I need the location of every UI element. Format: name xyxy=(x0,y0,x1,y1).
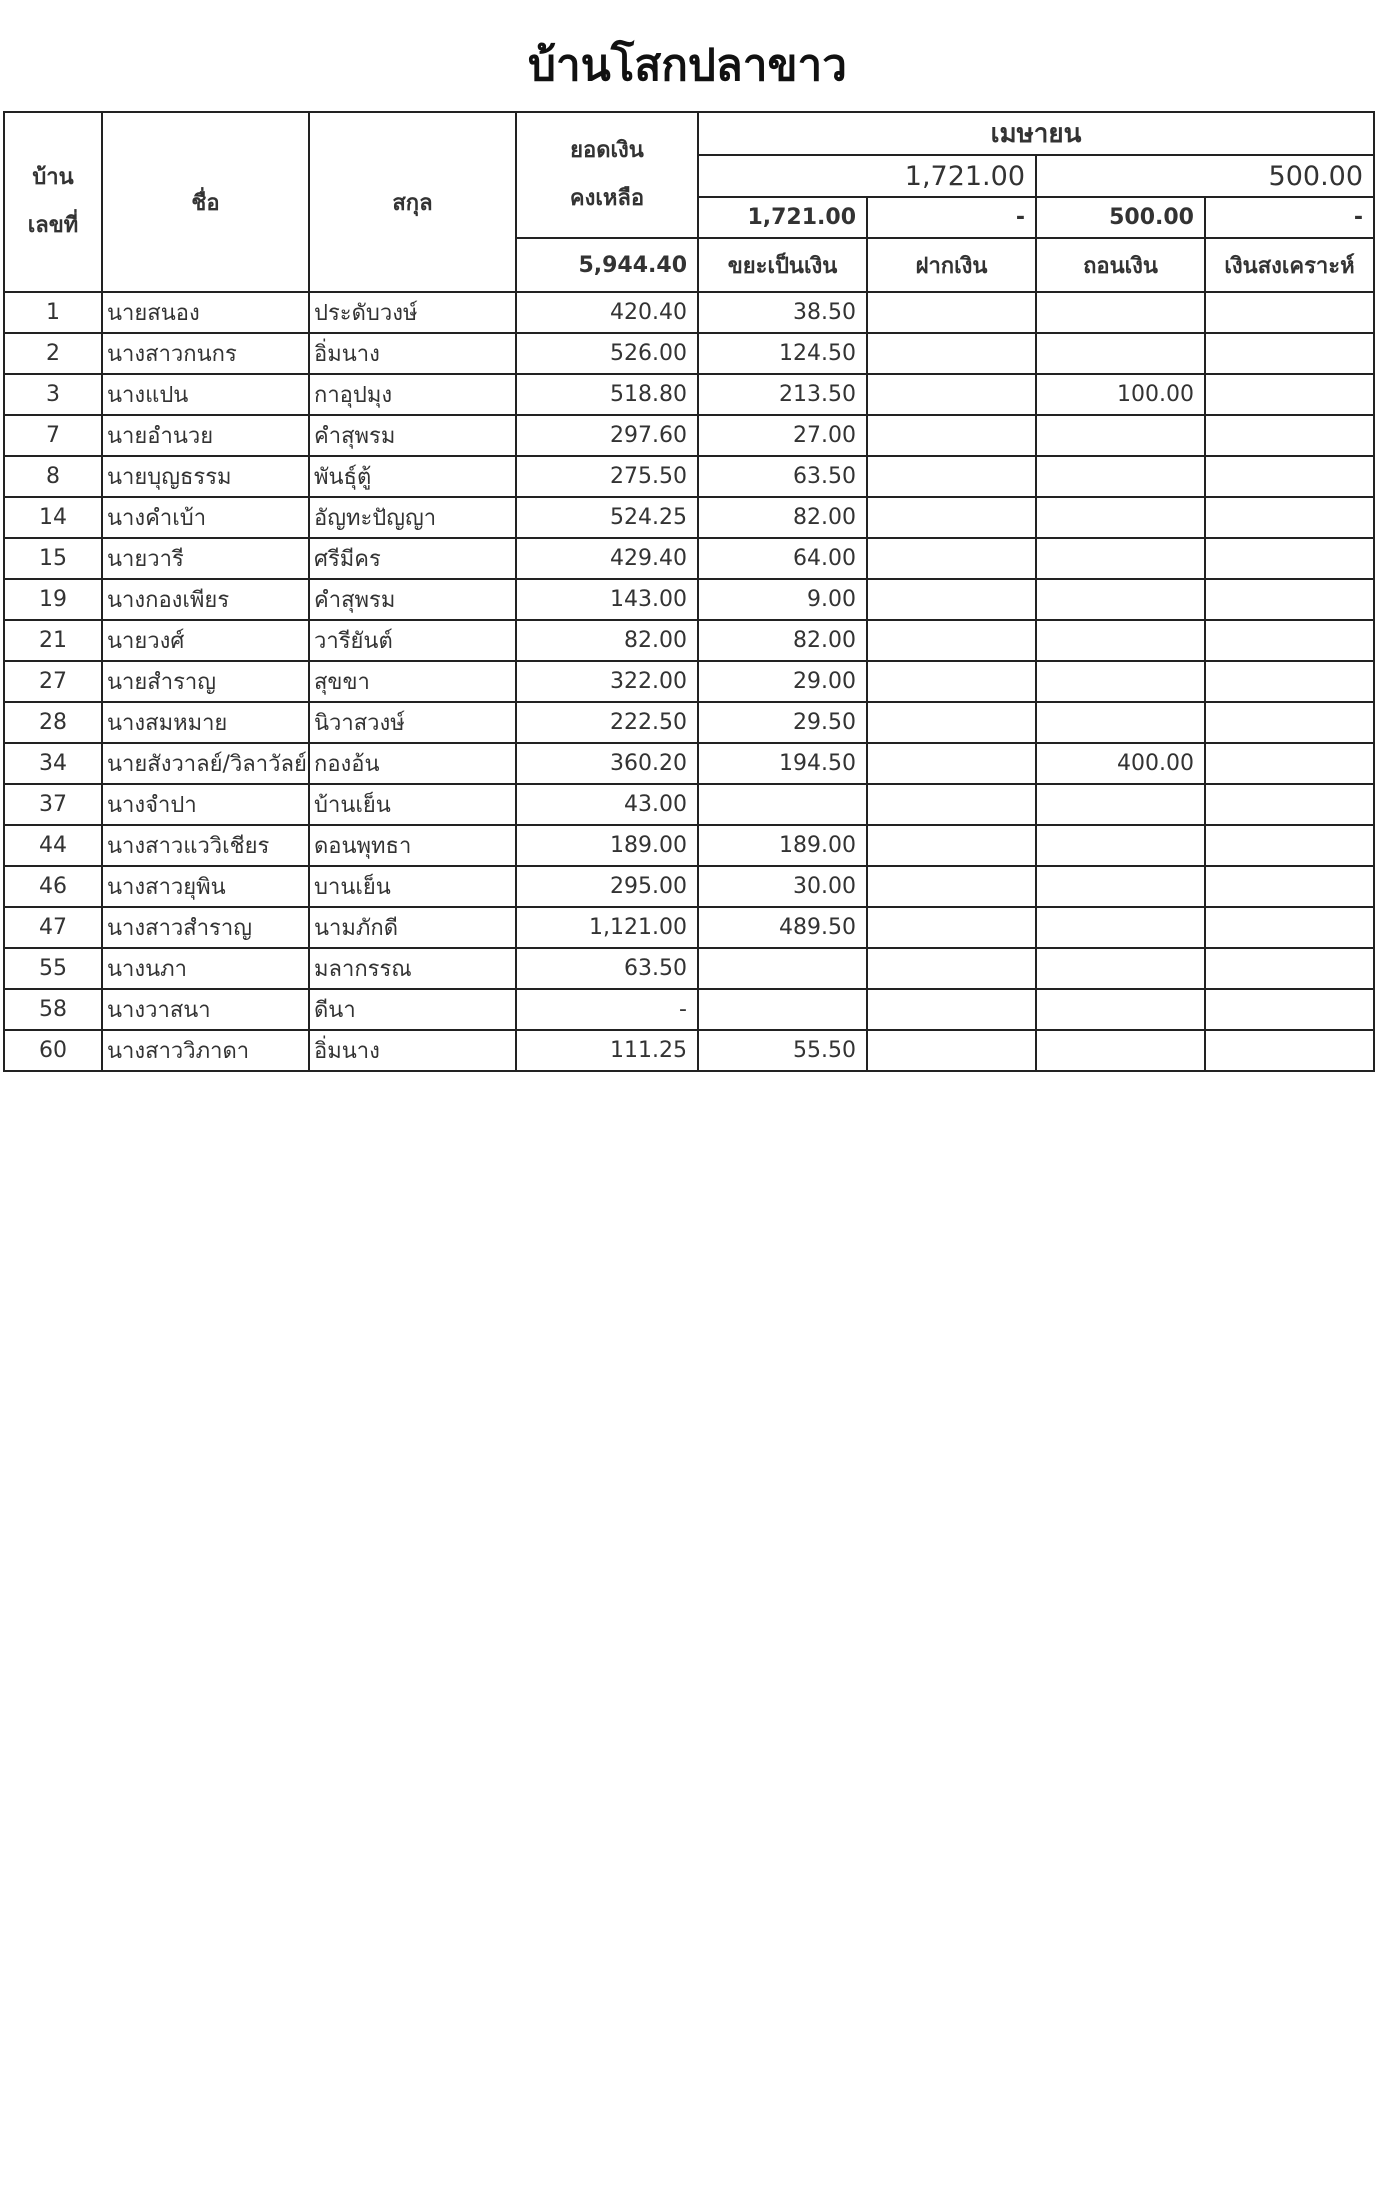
header-sub-b1: 500.00 xyxy=(1036,197,1205,238)
header-house-no xyxy=(4,112,102,292)
table-row xyxy=(4,538,1374,579)
cell-house-no: 37 xyxy=(4,784,102,825)
cell-withdraw xyxy=(1036,825,1205,866)
cell-house-no: 46 xyxy=(4,866,102,907)
cell-name: นางสาวกนกร xyxy=(102,333,309,374)
table-row xyxy=(4,292,1374,333)
cell-waste: 213.50 xyxy=(698,374,867,415)
header-month: เมษายน xyxy=(698,112,1374,155)
cell-surname: ประดับวงษ์ xyxy=(309,292,516,333)
header-col-welfare: เงินสงเคราะห์ xyxy=(1205,238,1374,292)
cell-withdraw xyxy=(1036,415,1205,456)
cell-withdraw xyxy=(1036,702,1205,743)
cell-surname: บานเย็น xyxy=(309,866,516,907)
cell-waste: 124.50 xyxy=(698,333,867,374)
cell-waste: 194.50 xyxy=(698,743,867,784)
cell-welfare xyxy=(1205,702,1374,743)
table-row xyxy=(4,948,1374,989)
cell-deposit xyxy=(867,374,1036,415)
cell-waste: 9.00 xyxy=(698,579,867,620)
header-month-total-b: 500.00 xyxy=(1036,155,1374,196)
cell-welfare xyxy=(1205,292,1374,333)
cell-surname: พันธุ์ตู้ xyxy=(309,456,516,497)
cell-withdraw xyxy=(1036,1030,1205,1071)
cell-withdraw xyxy=(1036,497,1205,538)
cell-house-no: 34 xyxy=(4,743,102,784)
cell-surname: กาอุปมุง xyxy=(309,374,516,415)
cell-welfare xyxy=(1205,497,1374,538)
cell-welfare xyxy=(1205,743,1374,784)
cell-withdraw xyxy=(1036,538,1205,579)
cell-house-no: 3 xyxy=(4,374,102,415)
cell-balance: 275.50 xyxy=(516,456,698,497)
table-row xyxy=(4,620,1374,661)
cell-welfare xyxy=(1205,661,1374,702)
cell-house-no: 44 xyxy=(4,825,102,866)
cell-name: นายบุญธรรม xyxy=(102,456,309,497)
cell-balance: 429.40 xyxy=(516,538,698,579)
cell-welfare xyxy=(1205,948,1374,989)
cell-waste: 64.00 xyxy=(698,538,867,579)
cell-balance: 63.50 xyxy=(516,948,698,989)
page-title: บ้านโสกปลาขาว xyxy=(528,40,847,91)
header-sub-b2: - xyxy=(1205,197,1374,238)
cell-balance: 518.80 xyxy=(516,374,698,415)
cell-deposit xyxy=(867,333,1036,374)
cell-name: นางกองเพียร xyxy=(102,579,309,620)
cell-name: นายอำนวย xyxy=(102,415,309,456)
cell-surname: อิ่มนาง xyxy=(309,1030,516,1071)
header-house-no-line2: เลขที่ xyxy=(27,213,79,238)
table-row xyxy=(4,907,1374,948)
table-row xyxy=(4,989,1374,1030)
cell-withdraw xyxy=(1036,579,1205,620)
cell-waste: 82.00 xyxy=(698,497,867,538)
cell-house-no: 21 xyxy=(4,620,102,661)
cell-balance: 295.00 xyxy=(516,866,698,907)
cell-name: นางแปน xyxy=(102,374,309,415)
cell-welfare xyxy=(1205,456,1374,497)
cell-withdraw xyxy=(1036,456,1205,497)
cell-welfare xyxy=(1205,415,1374,456)
cell-balance: 526.00 xyxy=(516,333,698,374)
cell-house-no: 47 xyxy=(4,907,102,948)
cell-waste: 27.00 xyxy=(698,415,867,456)
cell-deposit xyxy=(867,702,1036,743)
cell-name: นายสนอง xyxy=(102,292,309,333)
cell-deposit xyxy=(867,784,1036,825)
cell-name: นางนภา xyxy=(102,948,309,989)
cell-deposit xyxy=(867,292,1036,333)
cell-deposit xyxy=(867,579,1036,620)
cell-name: นางสาวแววิเชียร xyxy=(102,825,309,866)
header-balance-total: 5,944.40 xyxy=(516,238,698,292)
cell-deposit xyxy=(867,538,1036,579)
cell-welfare xyxy=(1205,907,1374,948)
cell-balance: 143.00 xyxy=(516,579,698,620)
table-row xyxy=(4,825,1374,866)
cell-balance: - xyxy=(516,989,698,1030)
cell-withdraw xyxy=(1036,907,1205,948)
cell-deposit xyxy=(867,866,1036,907)
cell-welfare xyxy=(1205,825,1374,866)
cell-withdraw xyxy=(1036,989,1205,1030)
cell-surname: สุขขา xyxy=(309,661,516,702)
cell-waste: 29.00 xyxy=(698,661,867,702)
cell-waste: 63.50 xyxy=(698,456,867,497)
ledger-body xyxy=(4,292,1374,1071)
header-house-no-line1: บ้าน xyxy=(32,165,74,190)
cell-waste xyxy=(698,948,867,989)
cell-withdraw xyxy=(1036,661,1205,702)
cell-welfare xyxy=(1205,374,1374,415)
cell-name: นายสังวาลย์/วิลาวัลย์ xyxy=(102,743,309,784)
table-row xyxy=(4,415,1374,456)
cell-name: นางวาสนา xyxy=(102,989,309,1030)
header-surname: สกุล xyxy=(309,112,516,292)
cell-balance: 82.00 xyxy=(516,620,698,661)
cell-withdraw xyxy=(1036,620,1205,661)
cell-name: นางจำปา xyxy=(102,784,309,825)
cell-house-no: 27 xyxy=(4,661,102,702)
cell-waste xyxy=(698,989,867,1030)
cell-withdraw xyxy=(1036,333,1205,374)
table-row xyxy=(4,784,1374,825)
cell-waste: 189.00 xyxy=(698,825,867,866)
cell-surname: ดีนา xyxy=(309,989,516,1030)
cell-surname: นิวาสวงษ์ xyxy=(309,702,516,743)
cell-waste: 30.00 xyxy=(698,866,867,907)
cell-balance: 222.50 xyxy=(516,702,698,743)
cell-name: นางสาววิภาดา xyxy=(102,1030,309,1071)
table-row xyxy=(4,374,1374,415)
cell-waste xyxy=(698,784,867,825)
cell-withdraw xyxy=(1036,948,1205,989)
cell-deposit xyxy=(867,456,1036,497)
cell-house-no: 55 xyxy=(4,948,102,989)
cell-welfare xyxy=(1205,989,1374,1030)
cell-withdraw: 100.00 xyxy=(1036,374,1205,415)
header-month-total-a: 1,721.00 xyxy=(698,155,1036,196)
cell-waste: 29.50 xyxy=(698,702,867,743)
cell-name: นางสาวสำราญ xyxy=(102,907,309,948)
table-row xyxy=(4,866,1374,907)
table-row xyxy=(4,1030,1374,1071)
header-col-withdraw: ถอนเงิน xyxy=(1036,238,1205,292)
cell-house-no: 15 xyxy=(4,538,102,579)
table-row xyxy=(4,497,1374,538)
cell-balance: 43.00 xyxy=(516,784,698,825)
cell-house-no: 8 xyxy=(4,456,102,497)
cell-welfare xyxy=(1205,1030,1374,1071)
cell-house-no: 1 xyxy=(4,292,102,333)
cell-balance: 297.60 xyxy=(516,415,698,456)
cell-withdraw: 400.00 xyxy=(1036,743,1205,784)
cell-house-no: 28 xyxy=(4,702,102,743)
cell-balance: 189.00 xyxy=(516,825,698,866)
cell-waste: 38.50 xyxy=(698,292,867,333)
cell-balance: 322.00 xyxy=(516,661,698,702)
cell-balance: 360.20 xyxy=(516,743,698,784)
cell-name: นายวงศ์ xyxy=(102,620,309,661)
header-row-1 xyxy=(4,112,1374,155)
cell-deposit xyxy=(867,948,1036,989)
cell-deposit xyxy=(867,661,1036,702)
cell-deposit xyxy=(867,497,1036,538)
cell-welfare xyxy=(1205,620,1374,661)
table-row xyxy=(4,702,1374,743)
table-row xyxy=(4,743,1374,784)
cell-name: นางสาวยุพิน xyxy=(102,866,309,907)
cell-withdraw xyxy=(1036,866,1205,907)
cell-surname: กองอ้น xyxy=(309,743,516,784)
cell-deposit xyxy=(867,415,1036,456)
header-balance xyxy=(516,112,698,238)
cell-balance: 420.40 xyxy=(516,292,698,333)
cell-welfare xyxy=(1205,866,1374,907)
table-row xyxy=(4,661,1374,702)
cell-surname: คำสุพรม xyxy=(309,415,516,456)
table-row xyxy=(4,456,1374,497)
cell-deposit xyxy=(867,825,1036,866)
cell-surname: มลากรรณ xyxy=(309,948,516,989)
cell-welfare xyxy=(1205,333,1374,374)
header-sub-a1: 1,721.00 xyxy=(698,197,867,238)
cell-deposit xyxy=(867,989,1036,1030)
header-sub-a2: - xyxy=(867,197,1036,238)
table-row xyxy=(4,579,1374,620)
header-col-waste: ขยะเป็นเงิน xyxy=(698,238,867,292)
cell-house-no: 7 xyxy=(4,415,102,456)
cell-balance: 111.25 xyxy=(516,1030,698,1071)
table-row xyxy=(4,333,1374,374)
cell-balance: 524.25 xyxy=(516,497,698,538)
cell-welfare xyxy=(1205,538,1374,579)
cell-withdraw xyxy=(1036,292,1205,333)
cell-deposit xyxy=(867,907,1036,948)
cell-surname: ศรีมีคร xyxy=(309,538,516,579)
cell-surname: ดอนพุทธา xyxy=(309,825,516,866)
cell-deposit xyxy=(867,1030,1036,1071)
header-balance-line1: ยอดเงิน xyxy=(570,138,644,163)
cell-surname: อิ่มนาง xyxy=(309,333,516,374)
cell-surname: นามภักดี xyxy=(309,907,516,948)
cell-name: นางสมหมาย xyxy=(102,702,309,743)
ledger-table xyxy=(3,111,1375,1072)
cell-waste: 82.00 xyxy=(698,620,867,661)
cell-deposit xyxy=(867,620,1036,661)
cell-withdraw xyxy=(1036,784,1205,825)
cell-house-no: 58 xyxy=(4,989,102,1030)
cell-balance: 1,121.00 xyxy=(516,907,698,948)
cell-waste: 489.50 xyxy=(698,907,867,948)
cell-house-no: 14 xyxy=(4,497,102,538)
header-col-deposit: ฝากเงิน xyxy=(867,238,1036,292)
cell-deposit xyxy=(867,743,1036,784)
cell-surname: อัญทะปัญญา xyxy=(309,497,516,538)
cell-waste: 55.50 xyxy=(698,1030,867,1071)
header-name: ชื่อ xyxy=(102,112,309,292)
cell-name: นางคำเบ้า xyxy=(102,497,309,538)
cell-name: นายสำราญ xyxy=(102,661,309,702)
cell-name: นายวารี xyxy=(102,538,309,579)
cell-surname: วารียันต์ xyxy=(309,620,516,661)
cell-house-no: 2 xyxy=(4,333,102,374)
cell-welfare xyxy=(1205,579,1374,620)
cell-welfare xyxy=(1205,784,1374,825)
cell-house-no: 19 xyxy=(4,579,102,620)
cell-surname: คำสุพรม xyxy=(309,579,516,620)
cell-house-no: 60 xyxy=(4,1030,102,1071)
cell-surname: บ้านเย็น xyxy=(309,784,516,825)
header-balance-line2: คงเหลือ xyxy=(569,186,645,211)
